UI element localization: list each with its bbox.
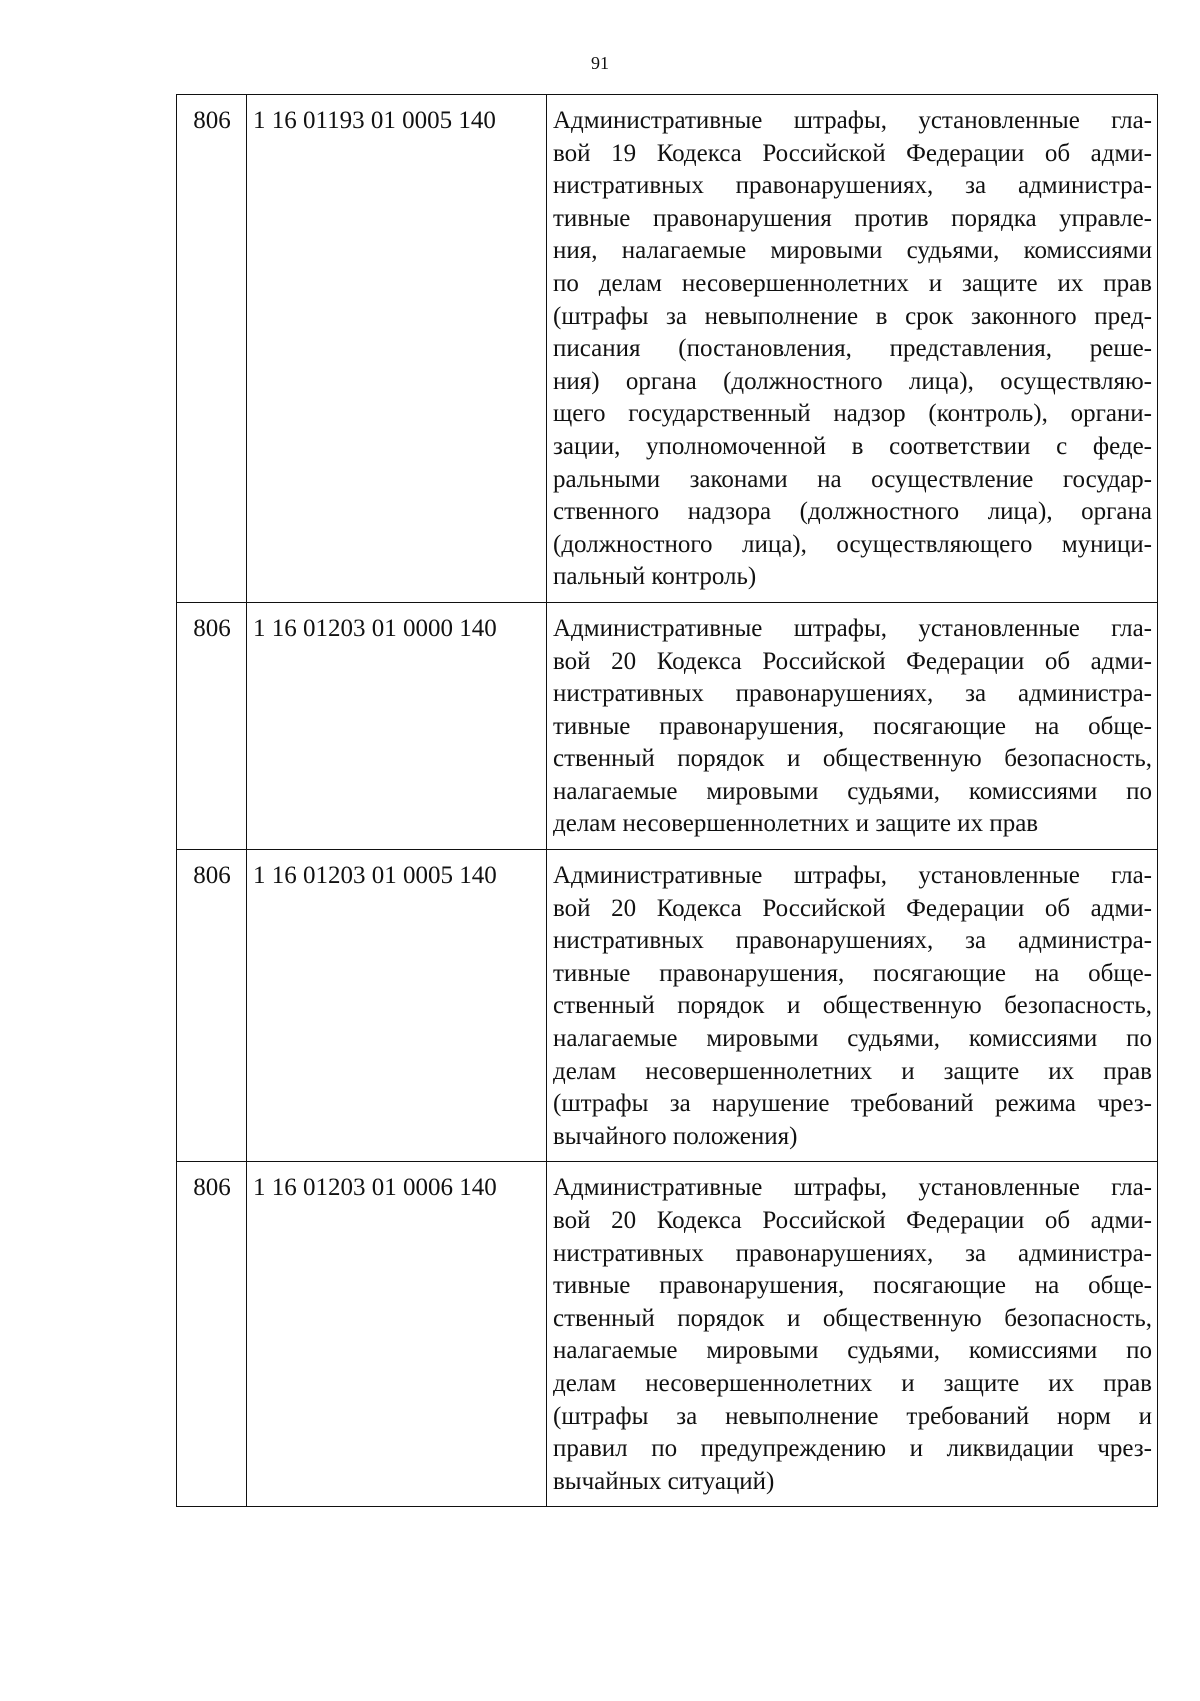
description-line: ния) органа (должностного лица), осуществляю- [553, 367, 1152, 395]
description-line: Административные штрафы, установленные гла- [553, 107, 1152, 134]
description-line: нистративных правонарушениях, за администра- [553, 1239, 1152, 1267]
description-line: вычайного положения) [553, 1122, 798, 1150]
description-line: тивные правонарушения против порядка управле- [553, 204, 1152, 232]
description-line: ральными законами на осуществление государ- [553, 465, 1152, 493]
description-line: пальный контроль) [553, 563, 757, 591]
description-line: по делам несовершеннолетних и защите их прав [553, 269, 1152, 297]
admin-code-cell: 806 [177, 95, 247, 603]
table-row [177, 850, 1158, 1162]
kbk-code-cell: 1 16 01203 01 0005 140 [247, 850, 547, 1162]
table-row [177, 602, 1158, 849]
description-line: вой 20 Кодекса Российской Федерации об адми- [553, 894, 1152, 922]
description-line: вой 19 Кодекса Российской Федерации об адми- [553, 139, 1152, 167]
description-cell [547, 850, 1158, 1162]
description-line: тивные правонарушения, посягающие на обще- [553, 1272, 1152, 1300]
description-line: налагаемые мировыми судьями, комиссиями по [553, 777, 1152, 805]
description-line: (штрафы за невыполнение требований норм и [553, 1402, 1152, 1430]
description-line: делам несовершеннолетних и защите их прав [553, 1369, 1152, 1397]
description-line: ственного надзора (должностного лица), органа [553, 498, 1152, 526]
description-line: Административные штрафы, установленные гла- [553, 1174, 1152, 1202]
description-line: правил по предупреждению и ликвидации чрез- [553, 1435, 1152, 1463]
description-cell [547, 602, 1158, 849]
description-line: налагаемые мировыми судьями, комиссиями по [553, 1025, 1152, 1053]
admin-code-cell: 806 [177, 602, 247, 849]
description-line: щего государственный надзор (контроль), органи- [553, 400, 1152, 428]
table-row [177, 1162, 1158, 1507]
description-line: вычайных ситуаций) [553, 1467, 775, 1495]
description-line: нистративных правонарушениях, за администра- [553, 927, 1152, 955]
kbk-code-cell: 1 16 01203 01 0006 140 [247, 1162, 547, 1507]
description-line: нистративных правонарушениях, за администра- [553, 680, 1152, 708]
description-line: тивные правонарушения, посягающие на обще- [553, 712, 1152, 740]
kbk-code-cell: 1 16 01193 01 0005 140 [247, 95, 547, 603]
table-row [177, 95, 1158, 603]
description-line: ния, налагаемые мировыми судьями, комиссиями [553, 237, 1152, 265]
kbk-table [176, 94, 1158, 1507]
description-line: (штрафы за невыполнение в срок законного пред- [553, 302, 1152, 330]
description-line: ственный порядок и общественную безопасность, [553, 992, 1152, 1020]
description-cell [547, 1162, 1158, 1507]
admin-code-cell: 806 [177, 1162, 247, 1507]
description-line: Административные штрафы, установленные гла- [553, 614, 1152, 642]
page-number: 91 [591, 53, 609, 73]
description-line: вой 20 Кодекса Российской Федерации об адми- [553, 647, 1152, 675]
kbk-code-cell: 1 16 01203 01 0000 140 [247, 602, 547, 849]
admin-code-cell: 806 [177, 850, 247, 1162]
description-line: (штрафы за нарушение требований режима чрез- [553, 1090, 1152, 1118]
description-line: нистративных правонарушениях, за администра- [553, 172, 1152, 200]
description-line: ственный порядок и общественную безопасность, [553, 1304, 1152, 1332]
description-line: вой 20 Кодекса Российской Федерации об адми- [553, 1207, 1152, 1234]
description-line: ственный порядок и общественную безопасность, [553, 745, 1152, 773]
description-line: тивные правонарушения, посягающие на обще- [553, 959, 1152, 987]
description-line: писания (постановления, представления, реше- [553, 335, 1152, 363]
description-line: налагаемые мировыми судьями, комиссиями по [553, 1337, 1152, 1365]
description-line: делам несовершеннолетних и защите их прав [553, 810, 1039, 838]
description-line: Административные штрафы, установленные гла- [553, 862, 1152, 890]
description-line: (должностного лица), осуществляющего муници- [553, 530, 1152, 558]
description-cell [547, 95, 1158, 603]
description-line: делам несовершеннолетних и защите их прав [553, 1057, 1152, 1085]
description-line: зации, уполномоченной в соответствии с феде- [553, 432, 1152, 460]
